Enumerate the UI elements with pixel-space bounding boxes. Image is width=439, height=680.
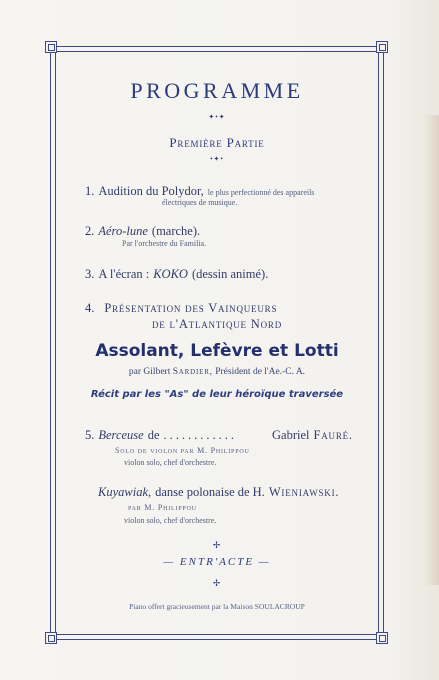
recit-line: Récit par les "As" de leur héroïque traversée [90, 389, 344, 400]
footer-note: Piano offert gracieusement par la Maison SOULACROUP [129, 602, 305, 611]
program-item-2: 2. Aéro-lune (marche). [85, 224, 201, 238]
program-item-4-line2: de l'Atlantique Nord [151, 317, 283, 331]
corner-ornament-top-left [45, 41, 57, 53]
program-item-6: Kuyawiak, danse polonaise de H. Wieniawski. [98, 485, 340, 499]
program-item-3: 3. A l'écran : KOKO (dessin animé). [85, 267, 269, 281]
corner-ornament-bottom-right [376, 632, 388, 644]
ornament-star-icon: ✢ [212, 540, 222, 550]
paper-stain [425, 115, 439, 585]
program-item-2-note: Par l'orchestre du Familia. [122, 239, 207, 248]
ornament-dots-icon: ✦•✦ [208, 113, 226, 121]
program-title: PROGRAMME [130, 78, 304, 103]
composer-faure: Gabriel Fauré. [272, 428, 353, 442]
corner-ornament-top-right [376, 41, 388, 53]
program-item-6-note1: par M. Philippou [128, 503, 197, 512]
program-item-6-note2: violon solo, chef d'orchestre. [124, 516, 217, 525]
presenter-line: par Gilbert Sardier, Président de l'Ae.-C. A. [128, 367, 306, 377]
ornament-dots-icon: •✦• [210, 155, 224, 163]
program-item-5-note1: Solo de violon par M. Philippou [115, 446, 250, 455]
part-heading: Première Partie [169, 135, 265, 150]
corner-ornament-bottom-left [45, 632, 57, 644]
program-item-1-note: électriques de musique. [162, 198, 238, 207]
aviators-names: Assolant, Lefèvre et Lotti [95, 341, 339, 361]
entracte: — ENTR'ACTE — [163, 556, 271, 568]
program-item-5-note2: violon solo, chef d'orchestre. [124, 458, 217, 467]
program-item-5: 5. Berceuse de ............ [85, 428, 238, 442]
ornament-star-icon: ✢ [212, 578, 222, 588]
program-item-1: 1. Audition du Polydor, le plus perfectionné des appareils [85, 184, 315, 198]
program-item-4: 4. Présentation des Vainqueurs [85, 301, 278, 315]
